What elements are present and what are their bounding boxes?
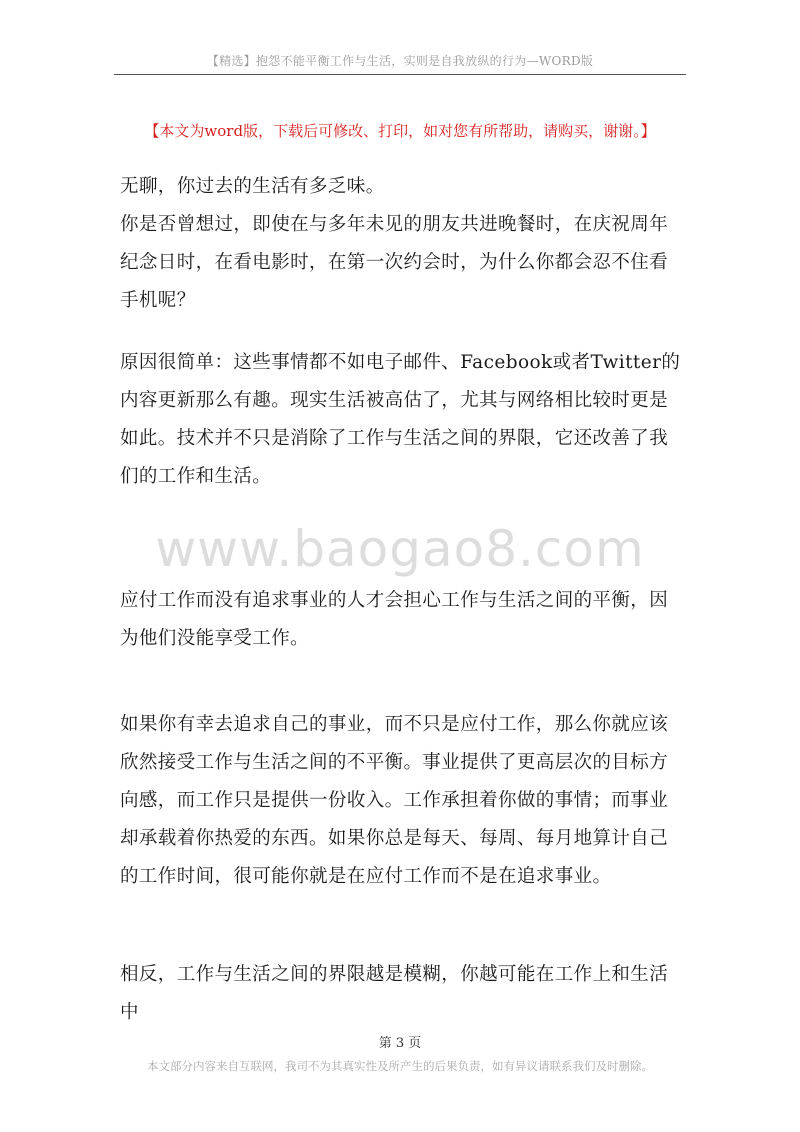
paragraph-text: 原因很简单：这些事情都不如电子邮件、Facebook或者Twitter的内容更新那么有趣。现实生活被高估了，尤其与网络相比较时更是如此。技术并不只是消除了工作与生活之间的界限，它还改善了我们的工作和生活。 xyxy=(120,352,681,487)
header-divider xyxy=(114,74,686,75)
paragraph-5 xyxy=(120,706,682,896)
paragraph-1 xyxy=(120,168,682,206)
paragraph-4 xyxy=(120,582,682,658)
paragraph-text: 无聊，你过去的生活有多乏味。 xyxy=(120,176,385,197)
paragraph-text: 如果你有幸去追求自己的事业，而不只是应付工作，那么你就应该欣然接受工作与生活之间的不平衡。事业提供了更高层次的目标方向感，而工作只是提供一份收入。工作承担着你做的事情；而事业却承载着你热爱的东西。如果你总是每天、每周、每月地算计自己的工作时间，很可能你就是在应付工作而不是在追求事业。 xyxy=(120,714,669,887)
footer-disclaimer: 本文部分内容来自互联网，我司不为其真实性及所产生的后果负责，如有异议请联系我们及时删除。 xyxy=(147,1059,653,1073)
paragraph-text: 相反，工作与生活之间的界限越是模糊，你越可能在工作上和生活中 xyxy=(120,964,669,1023)
paragraph-6 xyxy=(120,956,682,1032)
paragraph-2 xyxy=(120,206,682,320)
paragraph-text: 你是否曾想过，即使在与多年未见的朋友共进晚餐时，在庆祝周年纪念日时，在看电影时，在第一次约会时，为什么你都会忍不住看手机呢？ xyxy=(120,214,669,311)
site-watermark: www.baogao8.com xyxy=(155,520,645,578)
document-header-title: 【精选】抱怨不能平衡工作与生活，实则是自我放纵的行为—WORD版 xyxy=(206,54,594,68)
edit-notice: 【本文为word版，下载后可修改、打印，如对您有所帮助，请购买，谢谢。】 xyxy=(144,122,656,140)
paragraph-text: 应付工作而没有追求事业的人才会担心工作与生活之间的平衡，因为他们没能享受工作。 xyxy=(120,590,669,649)
page-number: 第 3 页 xyxy=(378,1036,422,1051)
paragraph-3 xyxy=(120,344,682,496)
